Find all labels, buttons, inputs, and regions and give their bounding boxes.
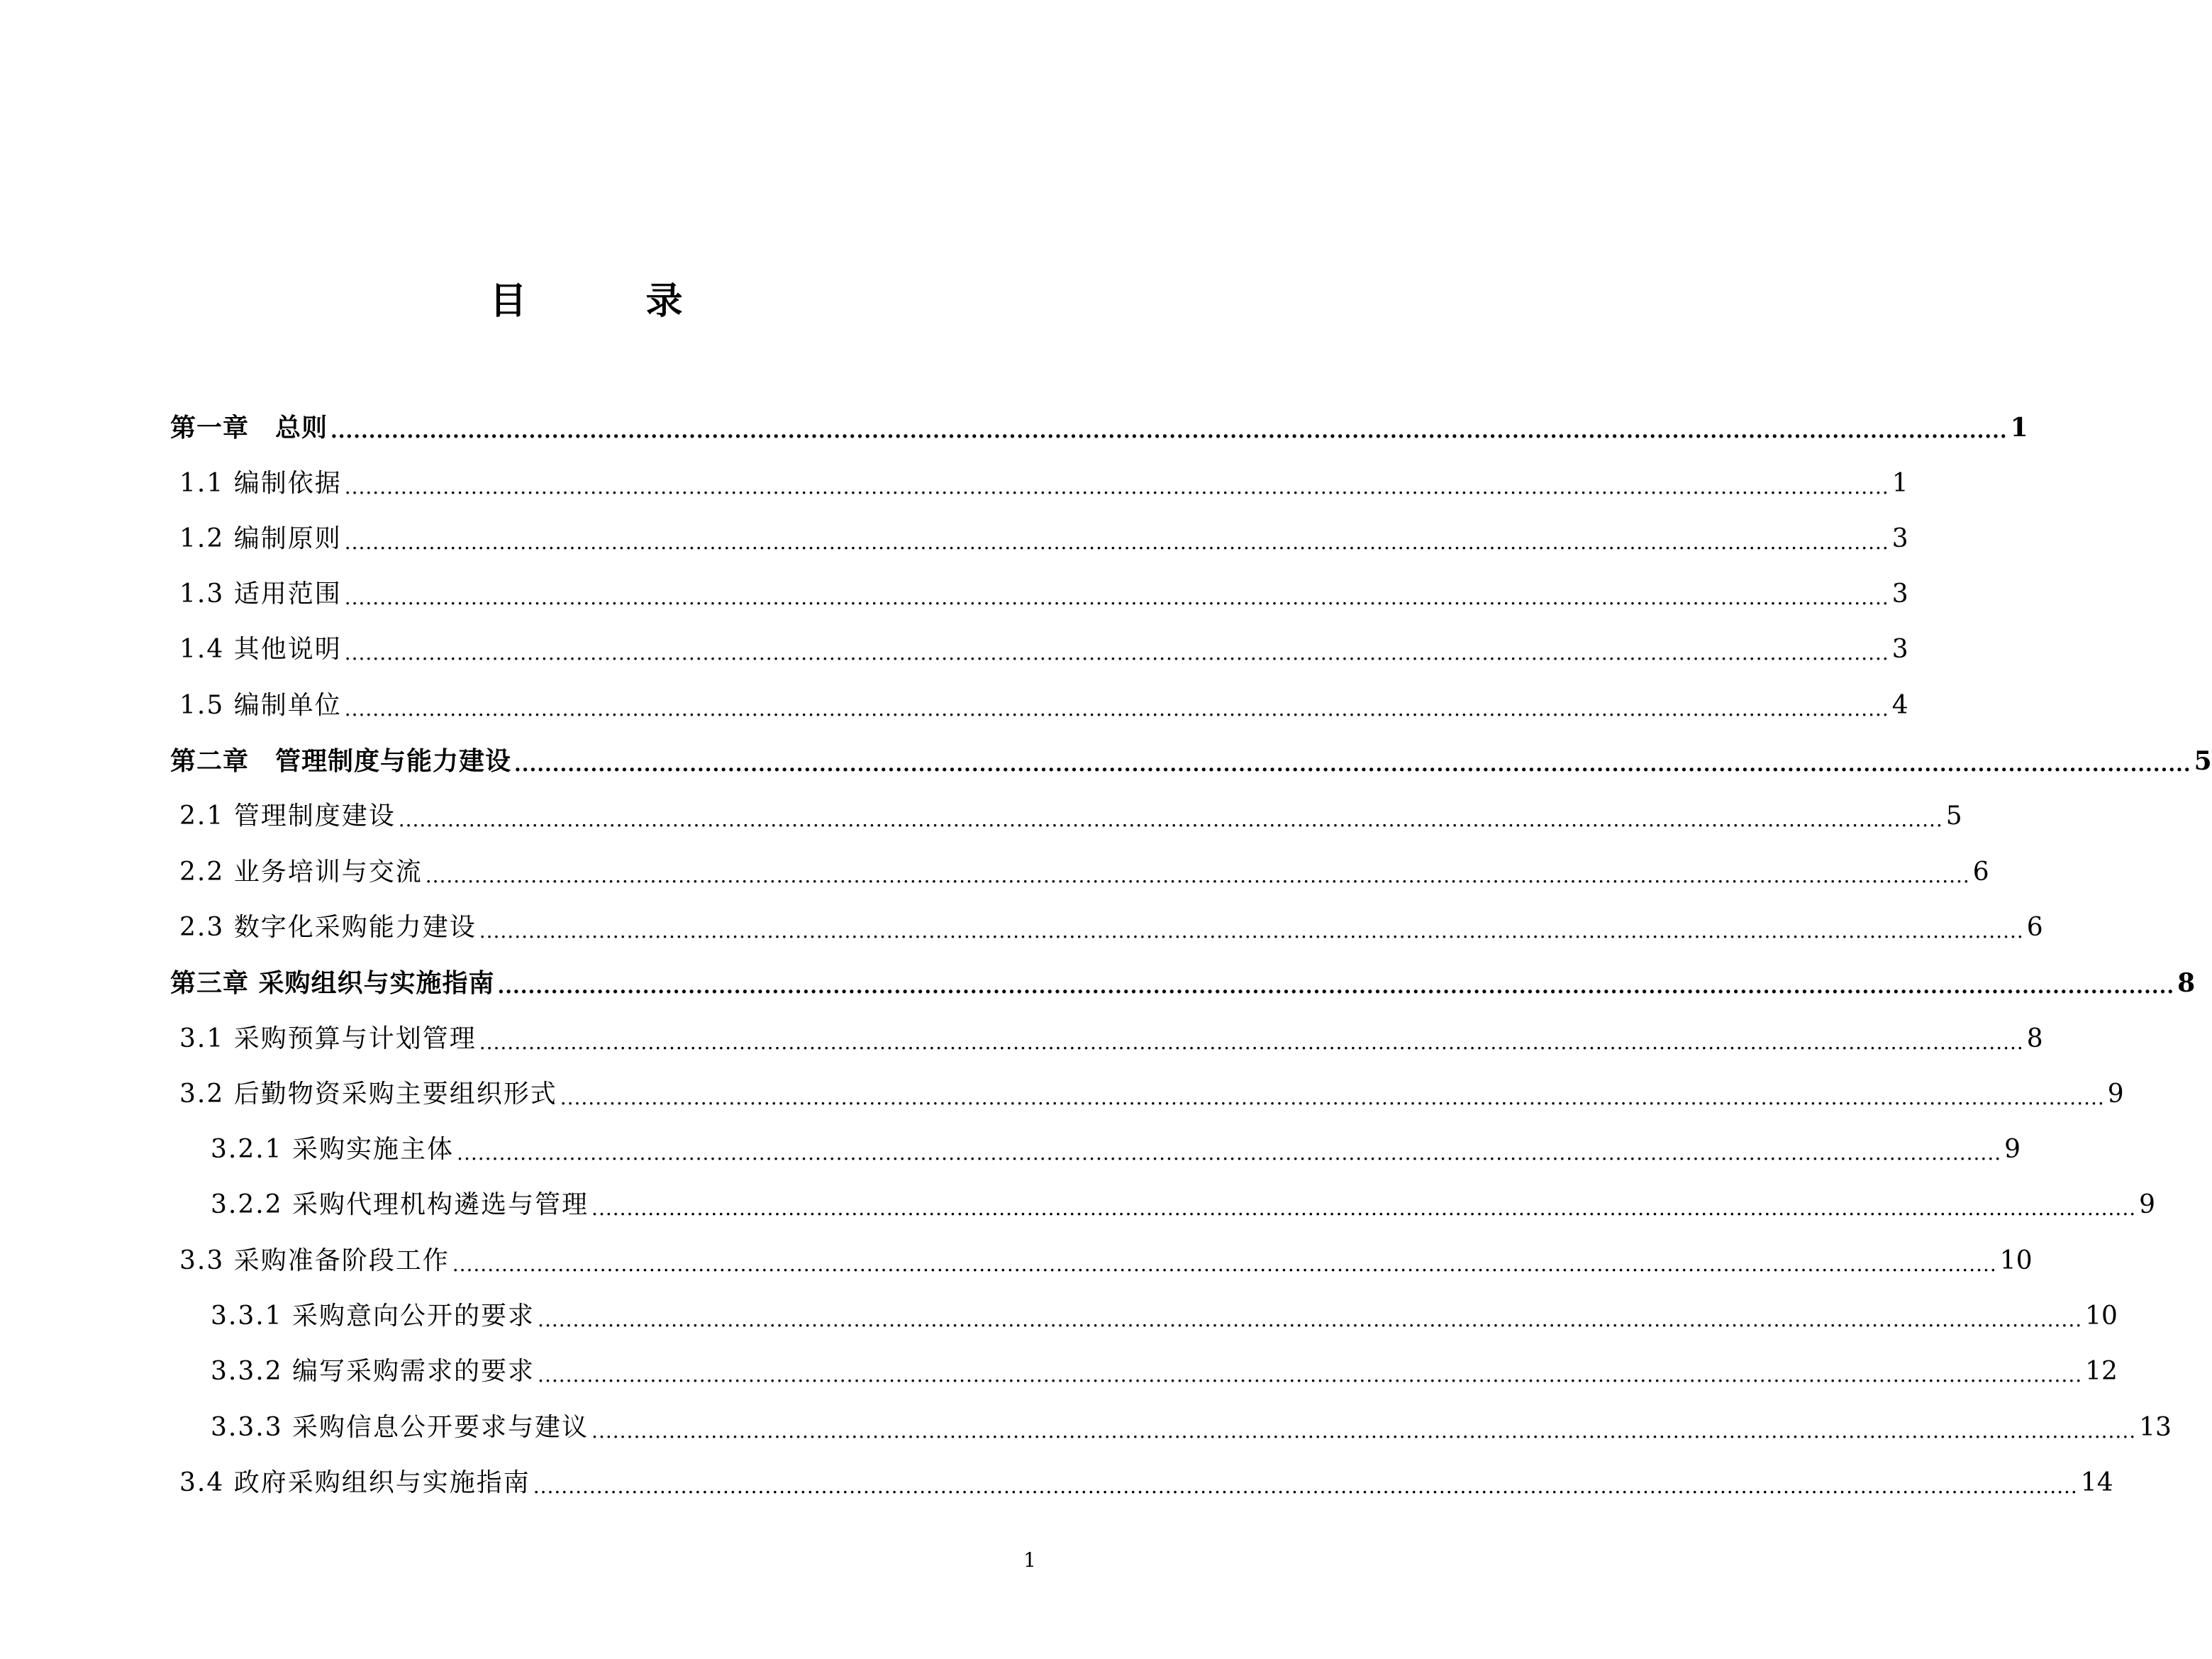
- toc-leader: ............................................................................................................................................................................................................................: [457, 1141, 2002, 1165]
- toc-leader: ............................................................................................................................................................................................................................: [497, 975, 2175, 999]
- toc-entry-page: 5: [1945, 801, 1962, 831]
- toc-entry-label: 3.3.3 采购信息公开要求与建议: [211, 1412, 589, 1442]
- toc-entry[interactable]: [170, 1453, 2113, 1508]
- toc-leader: ............................................................................................................................................................................................................................: [538, 1363, 2083, 1387]
- toc-leader: ............................................................................................................................................................................................................................: [591, 1419, 2137, 1443]
- toc-leader: ............................................................................................................................................................................................................................: [591, 1197, 2137, 1221]
- toc-leader: ............................................................................................................................................................................................................................: [398, 808, 1943, 832]
- toc-entry-label: 1.4 其他说明: [179, 635, 342, 665]
- toc-leader: ............................................................................................................................................................................................................................: [344, 697, 1889, 721]
- toc-entry-page: 3: [1891, 579, 1908, 609]
- toc-leader: ............................................................................................................................................................................................................................: [344, 530, 1889, 554]
- toc-entry-page: 10: [2085, 1302, 2118, 1331]
- toc-leader: ............................................................................................................................................................................................................................: [344, 586, 1889, 610]
- toc-entry-label: 3.3 采购准备阶段工作: [179, 1245, 450, 1275]
- toc-entry[interactable]: [170, 953, 2196, 1008]
- toc-entry-label: 3.3.1 采购意向公开的要求: [211, 1302, 535, 1331]
- toc-entry-page: 12: [2085, 1357, 2118, 1387]
- toc-entry[interactable]: [170, 1064, 2124, 1119]
- toc-entry-page: 4: [1891, 690, 1908, 720]
- toc-leader: ............................................................................................................................................................................................................................: [344, 475, 1889, 499]
- toc-entry-page: 3: [1891, 635, 1908, 665]
- toc-entry-page: 5: [2194, 746, 2212, 777]
- toc-entry-label: 第三章 采购组织与实施指南: [170, 968, 495, 999]
- toc-entry-label: 3.1 采购预算与计划管理: [179, 1023, 477, 1053]
- toc-entry-page: 9: [2107, 1079, 2124, 1109]
- toc-entry-page: 10: [1999, 1245, 2033, 1275]
- toc-leader: ............................................................................................................................................................................................................................: [344, 641, 1889, 665]
- toc-leader: ............................................................................................................................................................................................................................: [330, 419, 2008, 443]
- toc-entry-label: 1.3 适用范围: [179, 579, 342, 609]
- toc-entry-label: 第二章 管理制度与能力建设: [170, 746, 512, 777]
- toc-leader: ............................................................................................................................................................................................................................: [560, 1085, 2105, 1109]
- toc-entry[interactable]: [170, 1341, 2118, 1397]
- toc-entry-label: 第一章 总则: [170, 413, 328, 443]
- toc-entry[interactable]: [170, 619, 1908, 675]
- toc-leader: ............................................................................................................................................................................................................................: [533, 1474, 2078, 1498]
- toc-entry-label: 3.2.1 采购实施主体: [211, 1135, 455, 1165]
- toc-entry-page: 13: [2139, 1412, 2172, 1442]
- toc-entry[interactable]: [170, 786, 1962, 841]
- toc-entry-page: 6: [2026, 912, 2043, 942]
- toc-leader: ............................................................................................................................................................................................................................: [479, 1030, 2024, 1054]
- toc-entry[interactable]: [170, 564, 1908, 619]
- toc-entry-label: 2.1 管理制度建设: [179, 801, 396, 831]
- toc-leader: ............................................................................................................................................................................................................................: [479, 919, 2024, 943]
- toc-leader: ............................................................................................................................................................................................................................: [514, 753, 2191, 777]
- toc-entry[interactable]: [170, 1397, 2172, 1452]
- toc-leader: ............................................................................................................................................................................................................................: [425, 863, 1970, 887]
- toc-entry[interactable]: [170, 1008, 2043, 1063]
- toc-entry-page: 3: [1891, 523, 1908, 553]
- toc-entry[interactable]: [170, 675, 1908, 730]
- toc-entry-label: 2.2 业务培训与交流: [179, 857, 423, 887]
- toc-entry-label: 1.5 编制单位: [179, 690, 342, 720]
- toc-entry[interactable]: [170, 731, 2212, 786]
- toc-entry[interactable]: [170, 1175, 2156, 1230]
- toc-entry-label: 3.2.2 采购代理机构遴选与管理: [211, 1190, 589, 1220]
- toc-entry-page: 1: [2010, 413, 2028, 443]
- toc-entry-label: 1.2 编制原则: [179, 523, 342, 553]
- toc-entry[interactable]: [170, 841, 1989, 897]
- toc-entry[interactable]: [170, 453, 1908, 508]
- toc-entry-label: 2.3 数字化采购能力建设: [179, 912, 477, 942]
- toc-entry[interactable]: [170, 1230, 2033, 1285]
- toc-entry[interactable]: [170, 509, 1908, 564]
- toc-entry-page: 14: [2080, 1467, 2113, 1497]
- toc-entry-page: 6: [1972, 857, 1989, 887]
- table-of-contents: [170, 397, 2212, 1508]
- toc-entry-label: 3.4 政府采购组织与实施指南: [179, 1467, 530, 1497]
- toc-entry-page: 9: [2004, 1135, 2021, 1165]
- page-title: 目 录: [489, 279, 724, 323]
- toc-entry-label: 3.3.2 编写采购需求的要求: [211, 1357, 535, 1387]
- toc-entry[interactable]: [170, 1119, 2021, 1175]
- toc-entry-page: 9: [2139, 1190, 2156, 1220]
- toc-entry-label: 3.2 后勤物资采购主要组织形式: [179, 1079, 557, 1109]
- toc-entry-page: 8: [2026, 1023, 2043, 1053]
- toc-entry[interactable]: [170, 397, 2028, 453]
- toc-entry[interactable]: [170, 1286, 2118, 1341]
- toc-entry-label: 1.1 编制依据: [179, 468, 342, 498]
- toc-leader: ............................................................................................................................................................................................................................: [538, 1308, 2083, 1332]
- toc-entry[interactable]: [170, 897, 2043, 953]
- toc-entry-page: 1: [1891, 468, 1908, 498]
- toc-entry-page: 8: [2177, 968, 2196, 999]
- toc-leader: ............................................................................................................................................................................................................................: [452, 1252, 1997, 1276]
- page-number: 1: [1023, 1548, 1036, 1572]
